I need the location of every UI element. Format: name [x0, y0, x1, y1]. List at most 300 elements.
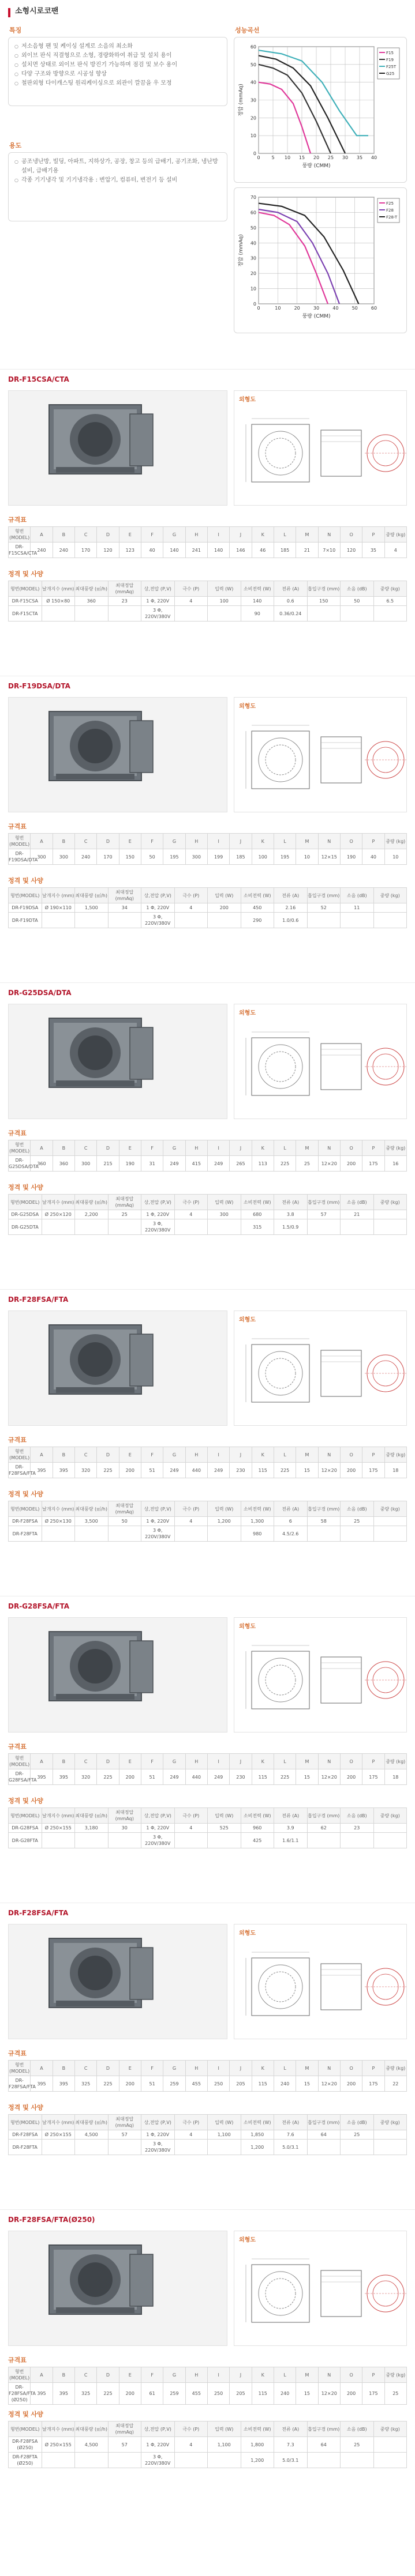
table-header-cell: 소음 (dB)	[341, 1808, 374, 1824]
table-cell: 175	[362, 2076, 384, 2092]
table-cell: 300	[74, 1156, 96, 1172]
table-header-cell: 중량 (kg)	[373, 1808, 407, 1824]
table-cell: 57	[307, 1210, 341, 1219]
features-panel	[8, 23, 227, 106]
table-cell: 64	[307, 2437, 341, 2453]
product-section	[0, 369, 415, 676]
table-header-cell: C	[74, 2367, 96, 2383]
table-cell	[341, 1219, 374, 1235]
table-row	[9, 1824, 407, 1833]
table-cell: 100	[252, 849, 274, 865]
table-cell: 7.6	[274, 2130, 308, 2140]
table-cell: 12×20	[318, 1156, 340, 1172]
table-row	[9, 2437, 407, 2453]
table-cell: 7×10	[318, 543, 340, 558]
table-cell: 12×20	[318, 2076, 340, 2092]
table-header-cell: E	[119, 527, 141, 543]
table-cell: DR-F28FSA/FTA	[9, 2076, 31, 2092]
dimension-table	[8, 2367, 407, 2405]
usage-item: ○ 각종 기기냉각 및 기기냉각용 : 변압기, 컴퓨터, 변전기 등 설비	[16, 176, 220, 185]
product-sections	[0, 369, 415, 2516]
table-header-cell: 중량 (kg)	[373, 581, 407, 597]
dimension-figure	[234, 708, 407, 811]
table-header-cell: 전류 (A)	[274, 2421, 308, 2437]
product-section	[0, 676, 415, 982]
dimension-figure	[234, 1628, 407, 1731]
table-cell	[307, 2140, 341, 2155]
dimension-title: 외형도	[239, 2237, 256, 2243]
table-cell: 300	[185, 849, 207, 865]
table-cell: 150	[307, 597, 341, 606]
table-cell: 525	[208, 1824, 241, 1833]
table-cell	[108, 2453, 141, 2468]
table-header-cell: 상,전압 (P,V)	[141, 2115, 175, 2130]
dimension-title: 외형도	[239, 1624, 256, 1630]
table-cell: 18	[384, 1769, 406, 1785]
table-header-cell: 극수 (P)	[174, 1195, 208, 1210]
spec-table-wrap	[8, 581, 407, 622]
table-cell: 12×15	[318, 849, 340, 865]
table-cell: Ø 250×130	[42, 1517, 75, 1526]
table-header-cell: 소비전력 (W)	[241, 888, 274, 903]
table-header-cell: 최대정압 (mmAq)	[108, 1808, 141, 1824]
table-row	[9, 2076, 407, 2092]
table-header-cell: 날개지수 (mm)	[42, 888, 75, 903]
table-cell: 320	[74, 1463, 96, 1478]
table-cell	[373, 903, 407, 913]
table-cell	[307, 1833, 341, 1848]
table-cell: 300	[31, 849, 53, 865]
table-cell: 185	[230, 849, 252, 865]
dimension-drawing	[234, 2231, 407, 2346]
model-title: DR-F15CSA/CTA	[8, 375, 69, 383]
table-header-row	[9, 2061, 407, 2076]
table-cell: 1.0/0.6	[274, 913, 308, 928]
table-cell: 46	[252, 543, 274, 558]
table-cell: 1,850	[241, 2130, 274, 2140]
table-header-cell: I	[207, 527, 229, 543]
table-cell: DR-G25DSA	[9, 1210, 42, 1219]
table-header-cell: 입력 (W)	[208, 581, 241, 597]
table-header-cell: 중량 (kg)	[384, 834, 406, 849]
usage-panel	[8, 138, 227, 221]
table-cell: 4	[384, 543, 406, 558]
table-row	[9, 1526, 407, 1542]
table-cell: 0.36/0.24	[274, 606, 308, 622]
table-cell: DR-F28FTA	[9, 1526, 42, 1542]
table-cell: 140	[207, 543, 229, 558]
table-cell	[373, 2437, 407, 2453]
table-header-row	[9, 834, 407, 849]
table-cell: DR-G28FSA	[9, 1824, 42, 1833]
table-cell: 1 Φ, 220V	[141, 1824, 175, 1833]
table-header-cell: 최대풍량 (㎥/h)	[75, 2421, 109, 2437]
table-header-cell: O	[340, 527, 362, 543]
table-header-cell: 형번(MODEL)	[9, 1140, 31, 1156]
table-cell: DR-F28FSA	[9, 2130, 42, 2140]
table-header-cell: 전류 (A)	[274, 1501, 308, 1517]
table-header-cell: C	[74, 527, 96, 543]
product-photo	[8, 2231, 227, 2346]
spec-b-title: 정격 및 사양	[8, 1797, 43, 1805]
table-header-cell: P	[362, 1447, 384, 1463]
table-header-cell: 상,전압 (P,V)	[141, 2421, 175, 2437]
table-row	[9, 2130, 407, 2140]
y-tick-label: 30	[250, 255, 256, 261]
table-header-cell: 형번(MODEL)	[9, 1754, 31, 1769]
x-tick-label: 40	[332, 306, 339, 311]
y-tick-label: 60	[250, 44, 256, 50]
table-cell: 62	[307, 1824, 341, 1833]
table-cell: 1 Φ, 220V	[141, 1210, 175, 1219]
spec-b-title: 정격 및 사양	[8, 2411, 43, 2418]
table-cell: 195	[163, 849, 185, 865]
table-header-cell: O	[340, 1754, 362, 1769]
table-cell: 249	[207, 1156, 229, 1172]
table-cell: 120	[340, 543, 362, 558]
table-header-cell: 소비전력 (W)	[241, 1195, 274, 1210]
table-cell: 4	[174, 1824, 208, 1833]
table-cell: 455	[185, 2383, 207, 2405]
table-cell	[307, 913, 341, 928]
dimension-table	[8, 2060, 407, 2092]
table-header-cell: E	[119, 1754, 141, 1769]
product-photo	[8, 1617, 227, 1733]
table-header-cell: 흡입구경 (mm)	[307, 581, 341, 597]
table-cell: 325	[74, 2076, 96, 2092]
table-cell: 249	[207, 1463, 229, 1478]
x-tick-label: 30	[313, 306, 320, 311]
table-cell: 360	[31, 1156, 53, 1172]
performance-chart-2	[237, 190, 404, 329]
table-cell: 1 Φ, 220V	[141, 2437, 175, 2453]
table-cell: 31	[141, 1156, 163, 1172]
features-title: 특징	[9, 27, 22, 34]
table-header-cell: 날개지수 (mm)	[42, 581, 75, 597]
table-cell: 199	[207, 849, 229, 865]
table-header-cell: K	[252, 834, 274, 849]
product-photo	[8, 1924, 227, 2039]
table-cell: DR-G25DTA	[9, 1219, 42, 1235]
table-header-cell: 소음 (dB)	[341, 2115, 374, 2130]
table-header-cell: 입력 (W)	[208, 2115, 241, 2130]
dimension-drawing	[234, 390, 407, 506]
table-header-row	[9, 1501, 407, 1517]
table-header-cell: 형번(MODEL)	[9, 1808, 42, 1824]
table-header-cell: 형번(MODEL)	[9, 1501, 42, 1517]
y-tick-label: 0	[253, 302, 256, 307]
table-header-row	[9, 1754, 407, 1769]
table-cell: 170	[74, 543, 96, 558]
spec-table	[8, 887, 407, 928]
spec-table	[8, 1194, 407, 1235]
x-tick-label: 15	[298, 155, 305, 160]
dimension-drawing	[234, 1310, 407, 1426]
table-cell: 960	[241, 1824, 274, 1833]
table-header-cell: G	[163, 1140, 185, 1156]
table-cell: DR-F28FSA	[9, 1517, 42, 1526]
table-cell	[174, 913, 208, 928]
model-title: DR-F19DSA/DTA	[8, 682, 70, 690]
dimension-table	[8, 833, 407, 865]
table-cell	[208, 606, 241, 622]
table-cell: 395	[53, 2383, 74, 2405]
table-header-cell: I	[207, 1140, 229, 1156]
table-cell: 395	[31, 2076, 53, 2092]
performance-chart-2-wrap	[234, 187, 407, 333]
table-cell: 3 Φ, 220V/380V	[141, 606, 175, 622]
table-cell: 425	[241, 1833, 274, 1848]
table-header-cell: O	[340, 2367, 362, 2383]
table-cell: 6.5	[373, 597, 407, 606]
table-cell: 200	[340, 2383, 362, 2405]
table-cell	[341, 1526, 374, 1542]
table-cell: Ø 190×110	[42, 903, 75, 913]
table-cell: 1,200	[241, 2453, 274, 2468]
table-header-cell: M	[296, 834, 318, 849]
table-cell	[208, 2140, 241, 2155]
dimension-title: 외형도	[239, 703, 256, 710]
table-cell	[373, 2130, 407, 2140]
x-tick-label: 0	[257, 155, 260, 160]
table-header-cell: K	[252, 2367, 274, 2383]
dimension-drawing	[234, 697, 407, 812]
table-cell	[42, 1526, 75, 1542]
table-header-cell: J	[230, 1447, 252, 1463]
table-cell: 3 Φ, 220V/380V	[141, 1526, 175, 1542]
table-header-cell: B	[53, 834, 74, 849]
table-cell: 300	[53, 849, 74, 865]
table-cell	[307, 2453, 341, 2468]
table-cell	[42, 2140, 75, 2155]
spec-a-title: 규격표	[8, 2050, 27, 2057]
table-row	[9, 1219, 407, 1235]
table-header-cell: I	[207, 834, 229, 849]
table-row	[9, 913, 407, 928]
table-cell	[373, 2140, 407, 2155]
table-cell: 175	[362, 1156, 384, 1172]
table-cell: 259	[163, 2076, 185, 2092]
table-header-cell: F	[141, 1754, 163, 1769]
table-cell	[373, 1824, 407, 1833]
table-header-cell: I	[207, 1754, 229, 1769]
table-cell: DR-F15CTA	[9, 606, 42, 622]
table-cell: 3 Φ, 220V/380V	[141, 913, 175, 928]
table-cell: 249	[163, 1769, 185, 1785]
table-cell: 4	[174, 2437, 208, 2453]
table-cell	[75, 913, 109, 928]
model-title: DR-G25DSA/DTA	[8, 989, 72, 997]
table-cell	[75, 1526, 109, 1542]
table-cell: DR-F15CSA/CTA	[9, 543, 31, 558]
table-header-cell: 중량 (kg)	[384, 1754, 406, 1769]
legend-entry: G25	[386, 71, 395, 76]
table-header-cell: N	[318, 2061, 340, 2076]
table-cell	[208, 1526, 241, 1542]
dimension-table-wrap	[8, 2060, 407, 2092]
table-cell: 115	[252, 2383, 274, 2405]
table-header-row	[9, 1808, 407, 1824]
x-tick-label: 50	[352, 306, 358, 311]
table-header-cell: M	[296, 527, 318, 543]
table-header-cell: F	[141, 527, 163, 543]
table-header-cell: D	[97, 1447, 119, 1463]
table-cell: 205	[230, 2076, 252, 2092]
table-header-cell: E	[119, 1447, 141, 1463]
table-cell: 2.16	[274, 903, 308, 913]
table-header-cell: A	[31, 1754, 53, 1769]
product-section	[0, 982, 415, 1289]
table-header-cell: E	[119, 834, 141, 849]
table-cell: 455	[185, 2076, 207, 2092]
table-header-cell: H	[185, 834, 207, 849]
table-header-cell: 극수 (P)	[174, 1808, 208, 1824]
dimension-figure	[234, 1935, 407, 2038]
table-cell: 200	[119, 1463, 141, 1478]
spec-table	[8, 581, 407, 622]
y-axis-label: 정압 (mmAq)	[238, 234, 244, 267]
dimension-title: 외형도	[239, 1010, 256, 1016]
dimension-title: 외형도	[239, 397, 256, 403]
performance-chart-1	[237, 40, 404, 178]
legend-entry: F25T	[386, 65, 397, 69]
spec-table-wrap	[8, 2114, 407, 2155]
table-header-row	[9, 527, 407, 543]
table-header-cell: 형번(MODEL)	[9, 2421, 42, 2437]
dimension-drawing	[234, 1924, 407, 2039]
spec-table	[8, 2421, 407, 2468]
table-header-cell: C	[74, 1140, 96, 1156]
table-header-cell: 최대풍량 (㎥/h)	[75, 2115, 109, 2130]
table-cell: 5.0/3.1	[274, 2140, 308, 2155]
table-header-cell: 최대풍량 (㎥/h)	[75, 1501, 109, 1517]
table-cell: 1,200	[241, 2140, 274, 2155]
table-header-cell: 입력 (W)	[208, 888, 241, 903]
table-cell: 1 Φ, 220V	[141, 2130, 175, 2140]
product-photo	[8, 1310, 227, 1426]
dimension-table	[8, 526, 407, 558]
table-cell: DR-F15CSA	[9, 597, 42, 606]
table-header-cell: 날개지수 (mm)	[42, 2115, 75, 2130]
table-header-cell: N	[318, 1754, 340, 1769]
table-header-cell: E	[119, 2367, 141, 2383]
table-cell	[307, 606, 341, 622]
table-header-cell: 소음 (dB)	[341, 2421, 374, 2437]
table-cell: 200	[340, 1769, 362, 1785]
table-cell: 150	[119, 849, 141, 865]
table-header-cell: 날개지수 (mm)	[42, 1195, 75, 1210]
table-header-cell: 중량 (kg)	[373, 1501, 407, 1517]
table-header-row	[9, 888, 407, 903]
table-header-cell: B	[53, 2061, 74, 2076]
table-header-cell: J	[230, 1754, 252, 1769]
table-cell: 40	[362, 849, 384, 865]
table-cell: 7.3	[274, 2437, 308, 2453]
table-header-cell: N	[318, 2367, 340, 2383]
table-cell: 225	[274, 1769, 296, 1785]
table-row	[9, 1517, 407, 1526]
table-cell: 395	[31, 1463, 53, 1478]
table-cell	[341, 913, 374, 928]
table-cell	[373, 1517, 407, 1526]
legend-entry: F28	[386, 208, 394, 213]
table-cell: 190	[119, 1156, 141, 1172]
table-cell: 200	[119, 2383, 141, 2405]
table-cell: 1 Φ, 220V	[141, 903, 175, 913]
table-cell: 12×20	[318, 2383, 340, 2405]
table-header-cell: A	[31, 1447, 53, 1463]
legend-entry: F19	[386, 58, 394, 62]
table-header-cell: 형번(MODEL)	[9, 2061, 31, 2076]
dimension-table-wrap	[8, 833, 407, 865]
table-cell	[341, 2453, 374, 2468]
table-header-cell: I	[207, 2367, 229, 2383]
table-cell: 440	[185, 1463, 207, 1478]
table-header-cell: 흡입구경 (mm)	[307, 2421, 341, 2437]
table-cell	[174, 2453, 208, 2468]
table-header-cell: 흡입구경 (mm)	[307, 1808, 341, 1824]
table-cell: 140	[163, 543, 185, 558]
table-cell: DR-F28FSA (Ø250)	[9, 2437, 42, 2453]
table-cell	[42, 2453, 75, 2468]
table-cell: 12×20	[318, 1769, 340, 1785]
spec-a-title: 규격표	[8, 823, 27, 830]
table-cell	[341, 2140, 374, 2155]
table-cell: 1,500	[75, 903, 109, 913]
table-row	[9, 1156, 407, 1172]
features-item: ○ 외이브 판식 직결형으로 소형, 경량화하여 취급 및 설치 용이	[16, 51, 220, 61]
table-cell: 395	[53, 1463, 74, 1478]
table-cell: 51	[141, 1463, 163, 1478]
table-cell: 4	[174, 1517, 208, 1526]
table-cell	[373, 2453, 407, 2468]
spec-b-title: 정격 및 사양	[8, 2104, 43, 2111]
table-cell: 35	[362, 543, 384, 558]
table-cell: 259	[163, 2383, 185, 2405]
y-tick-label: 40	[250, 80, 256, 85]
table-cell: 120	[97, 543, 119, 558]
table-header-cell: B	[53, 1447, 74, 1463]
table-cell: 200	[340, 2076, 362, 2092]
table-header-cell: 최대풍량 (㎥/h)	[75, 1808, 109, 1824]
table-cell	[42, 606, 75, 622]
features-item: ○ 다양 구조와 방향으로 시공성 향상	[16, 70, 220, 79]
table-cell: 185	[274, 543, 296, 558]
table-cell: 205	[230, 2383, 252, 2405]
table-header-cell: 중량 (kg)	[384, 1140, 406, 1156]
usage-item: ○ 공조냉난방, 빌딩, 아파트, 지하상가, 공장, 창고 등의 급배기, 공기조화, 냉난방 설비, 급배기용	[16, 157, 220, 176]
table-cell: 51	[141, 1769, 163, 1785]
table-row	[9, 2383, 407, 2405]
model-title: DR-G28FSA/FTA	[8, 1602, 69, 1610]
performance-chart-1-wrap	[234, 37, 407, 183]
table-cell: 200	[340, 1463, 362, 1478]
table-header-cell: 소비전력 (W)	[241, 581, 274, 597]
table-header-cell: 극수 (P)	[174, 581, 208, 597]
table-header-cell: 중량 (kg)	[373, 2421, 407, 2437]
table-cell: 15	[296, 2383, 318, 2405]
table-cell	[373, 1219, 407, 1235]
x-axis-label: 풍량 (CMM)	[302, 314, 331, 319]
x-tick-label: 10	[284, 155, 291, 160]
table-header-cell: F	[141, 834, 163, 849]
table-header-cell: 소음 (dB)	[341, 888, 374, 903]
spec-a-title: 규격표	[8, 1129, 27, 1137]
table-cell: 50	[341, 597, 374, 606]
legend-entry: F28-T	[386, 215, 398, 220]
table-header-cell: F	[141, 2061, 163, 2076]
table-cell: 225	[97, 1463, 119, 1478]
